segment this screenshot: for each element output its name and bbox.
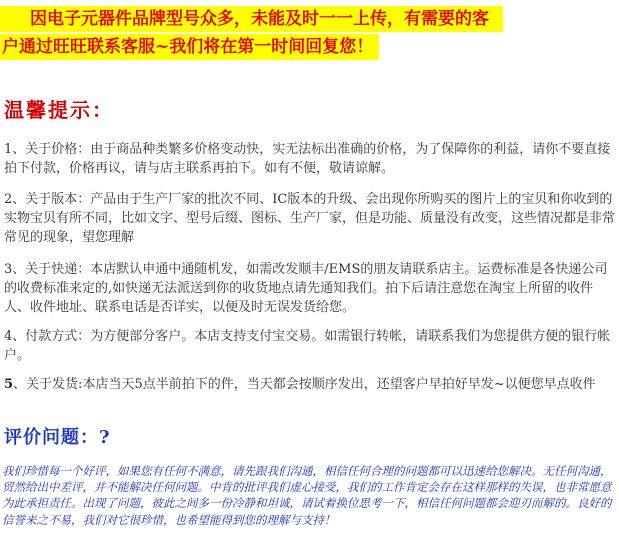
- notice-version: 2、关于版本：产品由于生产厂家的批次不同、IC版本的升级、会出现你所购买的图片上的宝贝和你收到的实物宝贝有所不同，比如文字、型号后缀、图标、生产厂家，但是功能、质量没有改变，这些情况都是非常常见的现象，望您理解: [4, 192, 616, 245]
- banner-line-2: [0, 34, 619, 60]
- banner-text-1: 因电子元器件品牌型号众多，未能及时一一上传，有需要的客: [0, 6, 503, 32]
- notice-payment: 4、付款方式：为方便部分客户。本店支持支付宝交易。如需银行转帐，请联系我们为您提供方便的银行帐户。: [4, 329, 611, 363]
- notice-delivery-label: 、关于发货:: [13, 377, 83, 392]
- notice-delivery: [4, 375, 616, 394]
- evaluation-text: 我们珍惜每一个好评，如果您有任何不满意，请先跟我们沟通，相信任何合理的问题都可以迅速给您解决。无任何沟通，贸然给出中差评，并不能解决任何问题。中肯的批评我们虚心接受，我们的工作肯定会存在这样那样的失误，也非常愿意为此承担责任。出现了问题，彼此之间多一份冷静和坦诚，请试着换位思考一下，相信任何问题都会迎刃而解的。良好的信誉来之不易，我们对它很珍惜，也希望能得到您的理解与支持！: [2, 464, 612, 527]
- notice-price: 1、关于价格：由于商品种类繁多价格变动快，实无法标出准确的价格，为了保障你的利益，请你不要直接拍下付款，价格再议，请与店主联系再拍下。如有不便，敬请谅解。: [4, 142, 611, 176]
- banner-line-1: [0, 6, 619, 32]
- warm-tips-title: 温馨提示：: [4, 98, 114, 122]
- notice-shipping: 3、关于快递：本店默认申通中通随机发，如需改发顺丰/EMS的朋友请联系店主。运费标准是各快递公司的收费标准来定的,如快递无法派送到你的收货地点请先通知我们。拍下后请注意您在淘宝上所留的收件人、收件地址、联系电话是否详实，以便及时无误发货给您。: [4, 262, 608, 315]
- notice-delivery-text: 本店当天5点半前拍下的件，当天都会按顺序发出，还望客户早拍好早发~以便您早点收件: [82, 377, 596, 392]
- evaluation-title: 评价问题：?: [4, 427, 111, 448]
- announcement-banner: [0, 6, 619, 60]
- banner-text-2: 户通过旺旺联系客服~我们将在第一时间回复您！: [0, 34, 379, 60]
- notice-delivery-number: 5: [4, 377, 14, 392]
